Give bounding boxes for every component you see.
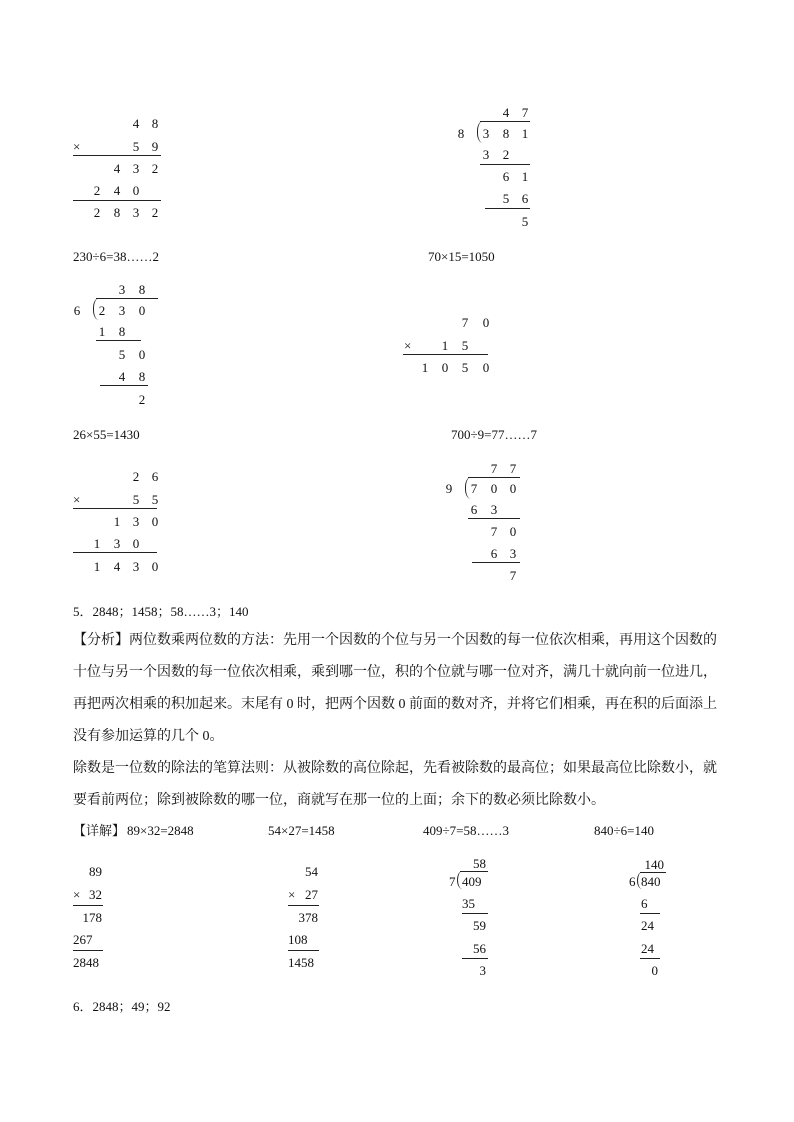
digit: 9: [445, 481, 453, 496]
digit: 7: [509, 568, 517, 583]
question-6-answer: 6．2848；49；92: [73, 999, 171, 1014]
digit: 0: [490, 481, 498, 496]
times-sign: ×: [73, 492, 81, 507]
rule-line: [73, 905, 103, 906]
number: 409: [462, 874, 482, 889]
digit: 0: [509, 524, 517, 539]
digit: 5: [151, 492, 159, 507]
rule-line: [462, 913, 488, 914]
digit: 0: [132, 183, 140, 198]
number: 378: [298, 910, 318, 925]
analysis-line: 除数是一位数的除法的笔算法则：从被除数的高位除起，先看被除数的最高位；如果最高位比除数小，就: [73, 761, 717, 776]
digit: 1: [113, 514, 121, 529]
digit: 5: [132, 492, 140, 507]
times-sign: ×: [73, 887, 81, 902]
digit: 0: [509, 481, 517, 496]
digit: 0: [482, 315, 490, 330]
number: 89: [89, 864, 102, 879]
analysis-paragraph: [73, 632, 723, 824]
number: 58: [473, 856, 486, 871]
number: 56: [473, 941, 486, 956]
number: 108: [288, 932, 308, 947]
number: 3: [479, 963, 486, 978]
times-sign: ×: [73, 139, 81, 154]
times-sign: ×: [288, 887, 296, 902]
rule-line: [288, 950, 319, 951]
rule-line: [640, 958, 660, 959]
question-5-answer: 5．2848；1458；58……3；140: [73, 604, 249, 619]
number: 35: [462, 896, 475, 911]
digit: 1: [93, 559, 101, 574]
digit: 5: [118, 347, 126, 362]
digit: 6: [73, 303, 81, 318]
rule-line: [468, 518, 520, 519]
digit: 1: [441, 338, 449, 353]
digit: 4: [113, 183, 121, 198]
digit: 4: [132, 116, 140, 131]
digit: 2: [151, 161, 159, 176]
digit: 3: [118, 303, 126, 318]
number: 6: [629, 874, 636, 889]
digit: 0: [151, 559, 159, 574]
rule-line: [480, 164, 530, 165]
digit: 2: [502, 147, 510, 162]
digit: 3: [482, 126, 490, 141]
number: 140: [644, 857, 664, 872]
digit: 3: [113, 536, 121, 551]
analysis-line: 【分析】两位数乘两位数的方法：先用一个因数的个位与另一个因数的每一位依次相乘，再用这个因数的: [73, 633, 717, 648]
number: 59: [473, 918, 486, 933]
digit: 0: [482, 360, 490, 375]
rule-line: [288, 905, 319, 906]
rule-line: [640, 913, 660, 914]
rule-line: [96, 340, 141, 341]
number: 267: [73, 932, 93, 947]
digit: 5: [521, 214, 529, 229]
digit: 3: [132, 205, 140, 220]
equation: 230÷6=38……2: [73, 249, 159, 264]
digit: 2: [98, 303, 106, 318]
digit: 0: [138, 347, 146, 362]
number: 7: [449, 874, 456, 889]
rule-line: [73, 155, 161, 156]
division-bar: [468, 477, 520, 478]
digit: 7: [521, 105, 529, 120]
analysis-line: 再把两次相乘的积加起来。末尾有 0 时，把两个因数 0 前面的数对齐，并将它们相乘，再在积的后面添上: [73, 697, 717, 712]
digit: 8: [138, 282, 146, 297]
number: 32: [89, 887, 102, 902]
rule-line: [403, 354, 488, 355]
detail-tag: 【详解】: [73, 823, 126, 838]
digit: 7: [470, 481, 478, 496]
digit: 0: [441, 360, 449, 375]
digit: 7: [490, 524, 498, 539]
rule-line: [73, 552, 157, 553]
analysis-line: 没有参加运算的几个 0。: [73, 729, 224, 744]
digit: 4: [113, 161, 121, 176]
detail-equation: 409÷7=58……3: [423, 823, 509, 838]
digit: 2: [151, 205, 159, 220]
times-sign: ×: [404, 338, 412, 353]
digit: 6: [470, 502, 478, 517]
equation: 26×55=1430: [73, 427, 140, 442]
digit: 8: [457, 126, 465, 141]
digit: 6: [151, 469, 159, 484]
digit: 6: [521, 191, 529, 206]
digit: 1: [421, 360, 429, 375]
digit: 5: [461, 360, 469, 375]
digit: 8: [113, 205, 121, 220]
equation: 70×15=1050: [428, 249, 495, 264]
digit: 1: [521, 169, 529, 184]
digit: 7: [490, 461, 498, 476]
digit: 5: [132, 139, 140, 154]
digit: 4: [502, 105, 510, 120]
digit: 3: [132, 161, 140, 176]
digit: 8: [118, 324, 126, 339]
digit: 7: [461, 315, 469, 330]
analysis-tag: 【分析】: [73, 633, 129, 648]
digit: 6: [490, 546, 498, 561]
digit: 6: [502, 169, 510, 184]
digit: 3: [132, 559, 140, 574]
rule-line: [100, 385, 148, 386]
digit: 1: [521, 126, 529, 141]
digit: 4: [113, 559, 121, 574]
rule-line: [73, 950, 103, 951]
number: 1458: [288, 955, 314, 970]
detail-equation: 89×32=2848: [127, 823, 194, 838]
division-bar: [96, 298, 158, 299]
digit: 8: [138, 369, 146, 384]
number: 24: [641, 941, 654, 956]
rule-line: [462, 958, 488, 959]
digit: 3: [509, 546, 517, 561]
analysis-line: 要看前两位；除到被除数的哪一位，商就写在那一位的上面；余下的数必须比除数小。: [73, 793, 605, 808]
rule-line: [73, 200, 161, 201]
rule-line: [485, 208, 530, 209]
detail-equation: 840÷6=140: [594, 823, 654, 838]
rule-line: [73, 508, 157, 509]
analysis-line: 十位与另一个因数的每一位依次相乘，乘到哪一位，积的个位就与哪一位对齐，满几十就向前一位进几，: [73, 665, 717, 680]
number: 2848: [73, 955, 99, 970]
digit: 0: [138, 303, 146, 318]
digit: 3: [490, 502, 498, 517]
division-bar: [480, 121, 530, 122]
number: 27: [305, 887, 318, 902]
rule-line: [472, 562, 520, 563]
number: 54: [305, 864, 318, 879]
division-bar: [460, 871, 488, 872]
detail-equation: 54×27=1458: [268, 823, 335, 838]
digit: 2: [132, 469, 140, 484]
digit: 2: [138, 392, 146, 407]
number: 178: [82, 910, 102, 925]
equation: 700÷9=77……7: [451, 427, 537, 442]
digit: 9: [151, 139, 159, 154]
digit: 1: [98, 324, 106, 339]
digit: 3: [118, 282, 126, 297]
number: 840: [641, 874, 661, 889]
digit: 0: [151, 514, 159, 529]
digit: 8: [502, 126, 510, 141]
digit: 0: [132, 536, 140, 551]
number: 24: [641, 918, 654, 933]
digit: 5: [461, 338, 469, 353]
digit: 2: [93, 183, 101, 198]
digit: 8: [151, 116, 159, 131]
digit: 5: [502, 191, 510, 206]
digit: 7: [509, 461, 517, 476]
digit: 3: [482, 147, 490, 162]
number: 6: [641, 896, 648, 911]
digit: 3: [132, 514, 140, 529]
digit: 2: [93, 205, 101, 220]
digit: 1: [93, 536, 101, 551]
digit: 4: [118, 369, 126, 384]
number: 0: [651, 963, 658, 978]
